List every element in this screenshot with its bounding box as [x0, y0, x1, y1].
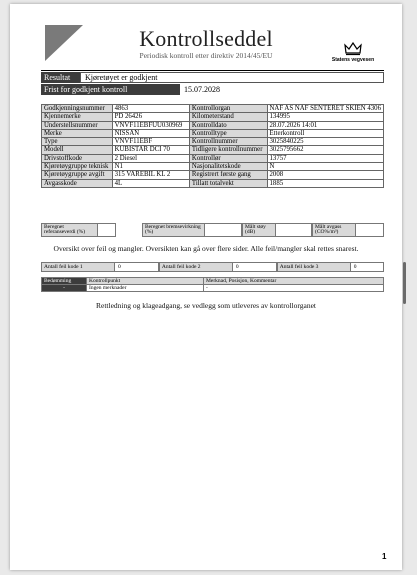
- fact-label: Type: [42, 138, 113, 146]
- facts-row: [42, 179, 384, 187]
- fact-label: Godkjenningsnummer: [42, 105, 113, 113]
- exhaust-cell: [312, 223, 384, 237]
- noise-cell: [242, 223, 312, 237]
- complaint-footnote: Rettledning og klageadgang, se vedlegg som utleveres av kontrollorganet: [95, 301, 316, 310]
- fact-label: Kilometerstand: [189, 113, 267, 121]
- status-block: [41, 72, 384, 96]
- fact-label: Tillatt totalvekt: [189, 179, 267, 187]
- count-1-value: 0: [115, 262, 159, 272]
- fact-value: 2008: [267, 171, 383, 179]
- fact-label: Avgasskode: [42, 179, 113, 187]
- fact-value: 4863: [112, 105, 189, 113]
- facts-row: [42, 171, 384, 179]
- assessment-cell: -: [42, 285, 87, 292]
- document-page: [10, 4, 402, 570]
- fact-label: Kontrolltype: [189, 129, 267, 137]
- fact-label: Modell: [42, 146, 113, 154]
- assessment-table: [41, 277, 384, 292]
- count-2-value: 0: [233, 262, 277, 272]
- fact-label: Drivstoffkode: [42, 154, 113, 162]
- statens-vegvesen-logo: [331, 42, 375, 63]
- count-3-label: Antall feil kode 3: [277, 262, 351, 272]
- brake-effect-field: [205, 223, 242, 237]
- facts-row: [42, 163, 384, 171]
- assessment-col-header: Bedømming: [42, 278, 87, 285]
- noise-label: Målt støy (dB): [242, 223, 276, 237]
- assessment-header-row: [42, 278, 384, 285]
- measurements-row: [41, 223, 384, 237]
- facts-row: [42, 113, 384, 121]
- result-value: Kjøretøyet er godkjent: [80, 72, 384, 83]
- fact-label: Nasjonalitetskode: [189, 163, 267, 171]
- scrollbar-thumb[interactable]: [403, 262, 406, 304]
- fact-value: 1885: [267, 179, 383, 187]
- defects-note: Oversikt over feil og mangler. Oversikten kan gå over flere sider. Alle feil/mangler skal rettes snarest.: [53, 244, 359, 253]
- count-3-value: 0: [351, 262, 384, 272]
- facts-row: [42, 121, 384, 129]
- fact-label: Kontrolldato: [189, 121, 267, 129]
- result-label: Resultat: [41, 72, 80, 83]
- facts-row: [42, 146, 384, 154]
- count-1-label: Antall feil kode 1: [41, 262, 115, 272]
- facts-row: [42, 129, 384, 137]
- assessment-row: [42, 285, 384, 292]
- reference-value-label: Beregnet referanseverdi (%): [41, 223, 98, 237]
- fact-label: Kjøretøygruppe avgift: [42, 171, 113, 179]
- document-title: Kontrollseddel: [139, 26, 273, 51]
- fact-value: 3025795662: [267, 146, 383, 154]
- fact-label: Kjennemerke: [42, 113, 113, 121]
- remark-col-header: Merknad, Posisjon, Kommentar: [204, 278, 384, 285]
- deadline-label: Frist for godkjent kontroll: [41, 84, 180, 95]
- crown-icon: [344, 42, 362, 56]
- fact-label: Kontrollør: [189, 154, 267, 162]
- fact-label: Registrert første gang: [189, 171, 267, 179]
- fact-value: PD 26426: [112, 113, 189, 121]
- fact-value: N1: [112, 163, 189, 171]
- deadline-row: [41, 84, 384, 95]
- fact-label: Kontrollorgan: [189, 105, 267, 113]
- fact-value: VNVF11EBFUU030969: [112, 121, 189, 129]
- facts-row: [42, 105, 384, 113]
- count-2-label: Antall feil kode 2: [159, 262, 233, 272]
- header-divider: [41, 70, 384, 71]
- fact-value: NAF AS NAF SENTERET SKIEN 4306: [267, 105, 383, 113]
- fact-value: 315 VAREBIL KL 2: [112, 171, 189, 179]
- fact-value: 4L: [112, 179, 189, 187]
- noise-field: [276, 223, 312, 237]
- brake-effect-cell: [142, 223, 242, 237]
- facts-row: [42, 154, 384, 162]
- fact-label: Kjøretøygruppe teknisk: [42, 163, 113, 171]
- fact-value: N: [267, 163, 383, 171]
- fact-value: 3025840225: [267, 138, 383, 146]
- fact-value: Etterkontroll: [267, 129, 383, 137]
- exhaust-field: [356, 223, 384, 237]
- remark-cell: -: [204, 285, 384, 292]
- fact-label: Merke: [42, 129, 113, 137]
- facts-row: [42, 138, 384, 146]
- reference-value-cell: [41, 223, 116, 237]
- result-row: [41, 72, 384, 83]
- fact-value: VNVF11EBF: [112, 138, 189, 146]
- page-number: 1: [382, 552, 387, 561]
- fact-value: NISSAN: [112, 129, 189, 137]
- fact-value: 13757: [267, 154, 383, 162]
- deadline-value: 15.07.2028: [184, 85, 220, 94]
- fact-label: Tidligere kontrollnummer: [189, 146, 267, 154]
- checkpoint-col-header: Kontrollpunkt: [87, 278, 204, 285]
- exhaust-label: Målt avgass (CO%/m³): [312, 223, 356, 237]
- fact-value: 28.07.2026 14:01: [267, 121, 383, 129]
- fact-value: 134995: [267, 113, 383, 121]
- logo-text: Statens vegvesen: [331, 57, 375, 63]
- document-subtitle: Periodisk kontroll etter direktiv 2014/45/EU: [139, 51, 273, 60]
- fact-value: KUBISTAR DCI 70: [112, 146, 189, 154]
- reference-value-field: [98, 223, 116, 237]
- fact-value: 2 Diesel: [112, 154, 189, 162]
- vehicle-facts-table: [41, 104, 384, 188]
- fact-label: Kontrollnummer: [189, 138, 267, 146]
- brake-effect-label: Beregnet bremsevirkning (%): [142, 223, 205, 237]
- defect-counts: [41, 262, 384, 272]
- checkpoint-cell: Ingen merknader: [87, 285, 204, 292]
- fact-label: Understellsnummer: [42, 121, 113, 129]
